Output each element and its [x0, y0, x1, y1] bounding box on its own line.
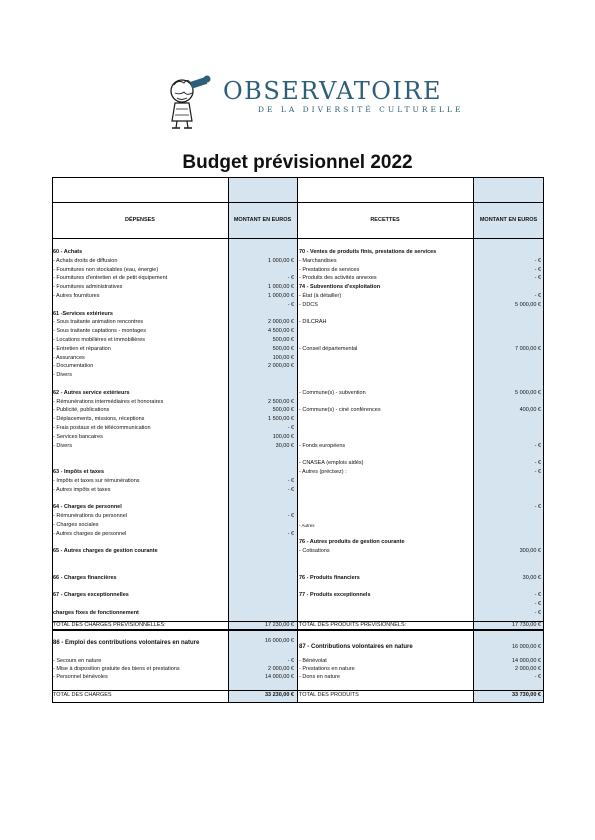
depenses-label: - Fournitures non stockables (eau, énergie)	[53, 266, 159, 273]
total-charges-prev-label: TOTAL DES CHARGES PRÉVISIONNELLES:	[53, 622, 166, 628]
page-title: Budget prévisionnel 2022	[182, 152, 413, 173]
depenses-amount: 1 000,00 €	[268, 257, 294, 264]
depenses-amount: - €	[287, 477, 294, 484]
recettes-amount: - €	[534, 601, 541, 607]
recettes-label: - CNASEA (emplois aidés)	[299, 460, 364, 467]
depenses-label: - Locations mobilières et immobilières	[53, 337, 146, 343]
depenses-label: - Frais postaux et de télécommunication	[53, 425, 151, 431]
recettes-label: - Autres (précisez) :	[299, 469, 347, 475]
recettes-label: - Conseil départemental	[299, 345, 358, 352]
depenses-amount: 1 000,00 €	[268, 284, 294, 291]
contrib-right-item: - Dons en nature	[299, 674, 340, 680]
contrib-right-item: - Prestations en nature	[299, 666, 355, 672]
contrib-left-item: - Mise à disposition gratuite des biens et prestations	[53, 666, 180, 672]
depenses-label: - Autres charges de personnel	[53, 530, 127, 537]
recettes-label: 76 - Autres produits de gestion courante	[299, 539, 405, 546]
depenses-amount: 100,00 €	[272, 433, 294, 440]
contrib-left-item: - Secours en nature	[53, 658, 102, 664]
depenses-label: - Déplacements, missions, réceptions	[53, 416, 145, 423]
recettes-label: - Cotisations	[299, 548, 330, 555]
recettes-label: 76 - Produits financiers	[299, 574, 360, 581]
recettes-amount: 30,00 €	[522, 574, 541, 581]
depenses-amount: 4 500,00 €	[268, 328, 294, 335]
contrib-left-title-amount: 16 000,00 €	[264, 638, 294, 644]
depenses-amount: 500,00 €	[272, 345, 294, 352]
depenses-label: - Sous traitante captations - montages	[53, 328, 146, 335]
contrib-right-item-amount: 2 000,00 €	[515, 666, 541, 672]
contrib-left-item-amount: 14 000,00 €	[264, 674, 294, 680]
recettes-amount: - €	[534, 442, 541, 449]
depenses-label: charges fixes de fonctionnement	[53, 609, 139, 616]
depenses-amount: - €	[287, 301, 294, 308]
depenses-amount: - €	[287, 530, 294, 537]
recettes-label: 77 - Produits exceptionnels	[299, 592, 371, 599]
depenses-label: 60 - Achats	[53, 249, 83, 255]
depenses-amount: 2 000,00 €	[268, 319, 294, 326]
depenses-label: - Charges sociales	[53, 521, 99, 528]
header-recettes: RECETTES	[370, 217, 400, 223]
total-charges-amount: 33 230,00 €	[264, 692, 294, 698]
depenses-label: - Impôts et taxes sur rémunérations	[53, 477, 140, 484]
observer-figure-icon	[166, 73, 216, 129]
recettes-amount: - €	[534, 504, 541, 511]
depenses-label: - Sous traitante animation rencontres	[53, 319, 144, 326]
depenses-amount: 1 500,00 €	[268, 416, 294, 423]
recettes-amount: - €	[534, 469, 541, 475]
recettes-label: 74 - Subventions d'exploitation	[299, 284, 381, 291]
recettes-amount: - €	[534, 257, 541, 264]
depenses-amount: 2 500,00 €	[268, 398, 294, 405]
recettes-label: - Fonds européens	[299, 442, 346, 449]
depenses-amount: 500,00 €	[272, 407, 294, 414]
depenses-label: 67 - Charges exceptionnelles	[53, 592, 129, 599]
contrib-right-item-amount: 14 000,00 €	[511, 658, 541, 664]
recettes-amount: 5 000,00 €	[515, 389, 541, 396]
total-produits-prev-label: TOTAL DES PRODUITS PRÉVISIONNELS:	[299, 622, 407, 628]
recettes-amount: - €	[534, 275, 541, 282]
depenses-amount: 2 000,00 €	[268, 363, 294, 370]
depenses-label: - Rémunérations intermédiaires et honoraires	[53, 398, 164, 405]
recettes-label: - DILCRAH	[299, 319, 327, 326]
depenses-amount: - €	[287, 486, 294, 493]
recettes-label: - Prestations de services	[299, 266, 360, 273]
contrib-left-title: 86 - Emploi des contributions volontaires en nature	[53, 640, 200, 646]
contrib-right-item: - Bénévolat	[299, 658, 327, 664]
recettes-label: 70 - Ventes de produits finis, prestations de services	[299, 249, 437, 255]
contrib-left-item: - Personnel bénévoles	[53, 674, 108, 680]
depenses-label: - Fournitures administratives	[53, 284, 123, 291]
recettes-label: - Commune(s) - subvention	[299, 389, 366, 396]
recettes-amount: - €	[534, 609, 541, 616]
contrib-right-title: 87 - Contributions volontaires en nature	[299, 644, 413, 650]
depenses-label: 61 -Services extérieurs	[53, 310, 113, 317]
depenses-label: - Achats droits de diffusion	[53, 257, 118, 264]
total-charges-prev-amount: 17 230,00 €	[264, 622, 294, 628]
depenses-label: - Divers	[53, 442, 72, 449]
depenses-label: 66 - Charges financières	[53, 574, 117, 581]
depenses-amount: - €	[287, 513, 294, 519]
contrib-right-item-amount: - €	[534, 674, 541, 680]
depenses-label: - Publicité, publications	[53, 407, 110, 414]
header-montant-left: MONTANT EN EUROS	[233, 217, 292, 223]
recettes-amount: - €	[534, 266, 541, 273]
depenses-label: - Autres impôts et taxes	[53, 486, 111, 493]
depenses-label: 63 - Impôts et taxes	[53, 469, 105, 475]
recettes-amount: 400,00 €	[519, 407, 541, 414]
depenses-label: - Fournitures d'entretien et de petit équipement	[53, 275, 168, 282]
depenses-label: - Divers	[53, 372, 72, 379]
contrib-left-item-amount: 2 000,00 €	[268, 666, 294, 672]
depenses-label: - Entretien et réparation	[53, 345, 111, 352]
depenses-label: - Assurances	[53, 354, 85, 361]
recettes-label: - Autres	[299, 522, 315, 528]
depenses-label: 64 - Charges de personnel	[53, 504, 122, 511]
total-produits-label: TOTAL DES PRODUITS	[299, 692, 359, 698]
recettes-amount: 7 000,00 €	[515, 345, 541, 352]
depenses-amount: - €	[287, 275, 294, 282]
total-produits-prev-amount: 17 730,00 €	[511, 622, 541, 628]
recettes-label: - Marchandises	[299, 257, 337, 264]
depenses-label: 65 - Autres charges de gestion courante	[53, 548, 158, 555]
recettes-label: - État (à détailler)	[299, 293, 342, 299]
header-montant-right: MONTANT EN EUROS	[479, 217, 538, 223]
recettes-label: - Produits des activités annexes	[299, 275, 377, 282]
logo-title: OBSERVATOIRE	[223, 77, 442, 105]
contrib-left-item-amount: - €	[287, 658, 294, 664]
recettes-amount: - €	[534, 592, 541, 599]
depenses-label: - Documentation	[53, 363, 94, 370]
contrib-right-title-amount: 16 000,00 €	[511, 644, 541, 650]
logo-subtitle: DE LA DIVERSITÉ CULTURELLE	[258, 105, 464, 114]
depenses-amount: 500,00 €	[272, 337, 294, 343]
depenses-label: - Autres fournitures	[53, 293, 100, 299]
total-charges-label: TOTAL DES CHARGES	[53, 692, 112, 698]
recettes-label: - Commune(s) - ciné conférences	[299, 407, 381, 414]
recettes-amount: - €	[534, 293, 541, 299]
header-depenses: DÉPENSES	[125, 217, 155, 223]
recettes-label: - DDCS	[299, 301, 318, 308]
logo	[166, 73, 464, 131]
depenses-amount: - €	[287, 425, 294, 431]
depenses-amount: 100,00 €	[272, 354, 294, 361]
depenses-label: - Rémunérations du personnel	[53, 513, 127, 519]
budget-table	[52, 177, 544, 703]
depenses-label: - Services bancaires	[53, 433, 103, 440]
recettes-amount: 300,00 €	[519, 548, 541, 555]
depenses-amount: 30,00 €	[275, 442, 294, 449]
recettes-amount: 5 000,00 €	[515, 301, 541, 308]
total-produits-amount: 33 730,00 €	[511, 692, 541, 698]
recettes-amount: - €	[534, 460, 541, 467]
depenses-amount: 1 000,00 €	[268, 293, 294, 299]
depenses-label: 62 - Autres service extérieurs	[53, 389, 130, 396]
